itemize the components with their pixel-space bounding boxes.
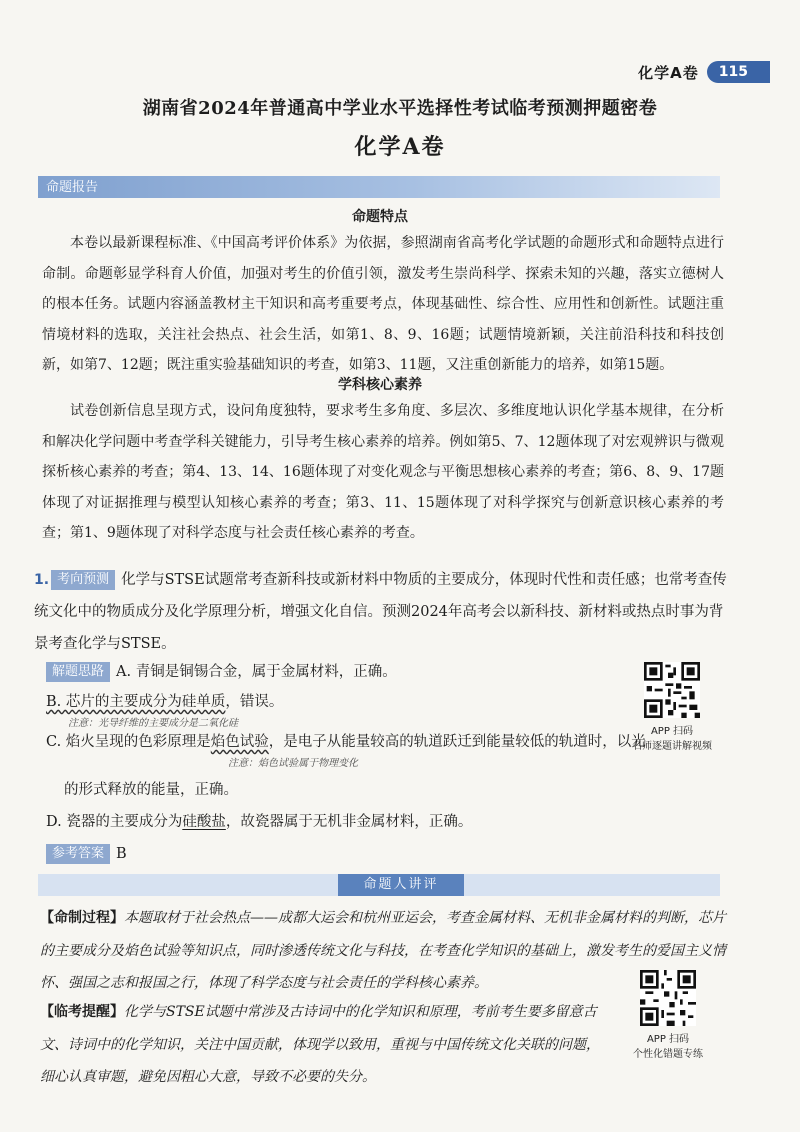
literacy-text: 试卷创新信息呈现方式，设问角度独特，要求考生多角度、多层次、多维度地认识化学基本规律，在分析和解决化学问题中考查学科关键能力，引导考生核心素养的培养。例如第5、7、12题体现了对宏观辨识与微观探析核心素养的考查；第4、13、14、16题体现了对变化观念与平衡思想核心素养的考查；第6、8、9、17题体现了对证据推理与模型认知核心素养的考查；第3、11、15题体现了对科学探究与创新意识核心素养的考查；第1、9题体现了对科学态度与社会责任核心素养的考查。 xyxy=(42,403,724,541)
option-c-key: 焰色试验 xyxy=(210,734,269,750)
qr-caption-practice xyxy=(613,1032,723,1062)
option-a-line xyxy=(46,660,397,682)
report-section-bar xyxy=(38,176,720,198)
qr-caption-video xyxy=(617,724,727,754)
qr-code-practice[interactable] xyxy=(640,970,696,1026)
lecture-bar xyxy=(38,874,720,896)
answer-line xyxy=(46,844,127,864)
option-b-rest: ，错误。 xyxy=(225,694,284,710)
literacy-paragraph xyxy=(42,396,724,549)
header-tag xyxy=(630,60,770,84)
option-d-key: 硅酸盐 xyxy=(182,814,226,830)
option-d-rest: ，故瓷器属于无机非金属材料，正确。 xyxy=(225,814,473,830)
option-c-rest: ，是电子从能量较高的轨道跃迁到能量较低的轨道时，以光 xyxy=(268,734,646,750)
page-subtitle: 化学A卷 xyxy=(354,134,446,160)
option-b-line xyxy=(46,690,283,711)
qr-caption-video-line2: 名师逐题讲解视频 xyxy=(632,741,712,752)
note-c: 注意：焰色试验属于物理变化 xyxy=(228,758,358,769)
literacy-heading: 学科核心素养 xyxy=(338,377,422,393)
option-d-start: D. 瓷器的主要成分为 xyxy=(46,814,183,830)
question-number: 1. xyxy=(34,572,50,588)
tip-label: 【临考提醒】 xyxy=(40,1004,124,1020)
option-a: A. 青铜是铜锡合金，属于金属材料，正确。 xyxy=(116,664,397,680)
tip-text: 化学与STSE试题中常涉及古诗词中的化学知识和原理，考前考生要多留意古文、诗词中的化学知识，关注中国贡献，体现学以致用，重视与中国传统文化关联的问题，细心认真审题，避免因粗心大意，导致不必要的失分。 xyxy=(40,1004,600,1085)
lecture-tip xyxy=(40,996,600,1094)
feature-heading: 命题特点 xyxy=(352,209,408,225)
option-b-key: B. 芯片的主要成分为硅单质 xyxy=(46,694,226,710)
answer-tag: 参考答案 xyxy=(46,844,110,864)
trend-tag: 考向预测 xyxy=(51,570,115,590)
solution-tag: 解题思路 xyxy=(46,662,110,682)
report-section-label: 命题报告 xyxy=(46,180,99,195)
process-text: 本题取材于社会热点——成都大运会和杭州亚运会，考查金属材料、无机非金属材料的判断，芯片的主要成分及焰色试验等知识点，同时渗透传统文化与科技，在考查化学知识的基础上，激发考生的爱国主义情怀、强国之志和报国之行，体现了科学态度与社会责任的学科核心素养。 xyxy=(40,910,726,991)
option-c-start: C. 焰火呈现的色彩原理是 xyxy=(46,734,211,750)
option-d-line xyxy=(46,810,472,831)
question-trend xyxy=(34,564,734,660)
page-number: 115 xyxy=(707,61,770,83)
qr-caption-practice-line2: 个性化错题专练 xyxy=(633,1049,703,1060)
qr-code-video[interactable] xyxy=(644,662,700,718)
qr-caption-practice-line1: APP 扫码 xyxy=(646,1034,690,1045)
trend-text: 化学与STSE试题常考查新科技或新材料中物质的主要成分，体现时代性和责任感；也常考查传统文化中的物质成分及化学原理分析，增强文化自信。预测2024年高考会以新科技、新材料或热点时事为背景考查化学与STSE。 xyxy=(34,572,727,652)
page-title: 湖南省2024年普通高中学业水平选择性考试临考预测押题密卷 xyxy=(142,98,658,119)
feature-paragraph xyxy=(42,228,724,381)
process-label: 【命制过程】 xyxy=(40,910,124,926)
option-c-line xyxy=(46,730,646,751)
header-label: 化学A卷 xyxy=(638,63,699,82)
lecture-process xyxy=(40,902,728,1000)
note-b: 注意：光导纤维的主要成分是二氧化硅 xyxy=(68,718,238,729)
option-c-cont: 的形式释放的能量，正确。 xyxy=(64,782,238,798)
feature-text: 本卷以最新课程标准、《中国高考评价体系》为依据，参照湖南省高考化学试题的命题形式和命题特点进行命制。命题彰显学科育人价值，加强对考生的价值引领，激发考生崇尚科学、探索未知的兴趣，落实立德树人的根本任务。试题内容涵盖教材主干知识和高考重要考点，体现基础性、综合性、应用性和创新性。试题注重情境材料的选取，关注社会热点、社会生活，如第1、8、9、16题；试题情境新颖，关注前沿科技和科技创新，如第7、12题；既注重实验基础知识的考查，如第3、11题，又注重创新能力的培养，如第15题。 xyxy=(42,235,724,373)
lecture-title: 命题人讲评 xyxy=(338,874,464,896)
qr-caption-video-line1: APP 扫码 xyxy=(650,726,694,737)
answer-value: B xyxy=(116,846,127,862)
